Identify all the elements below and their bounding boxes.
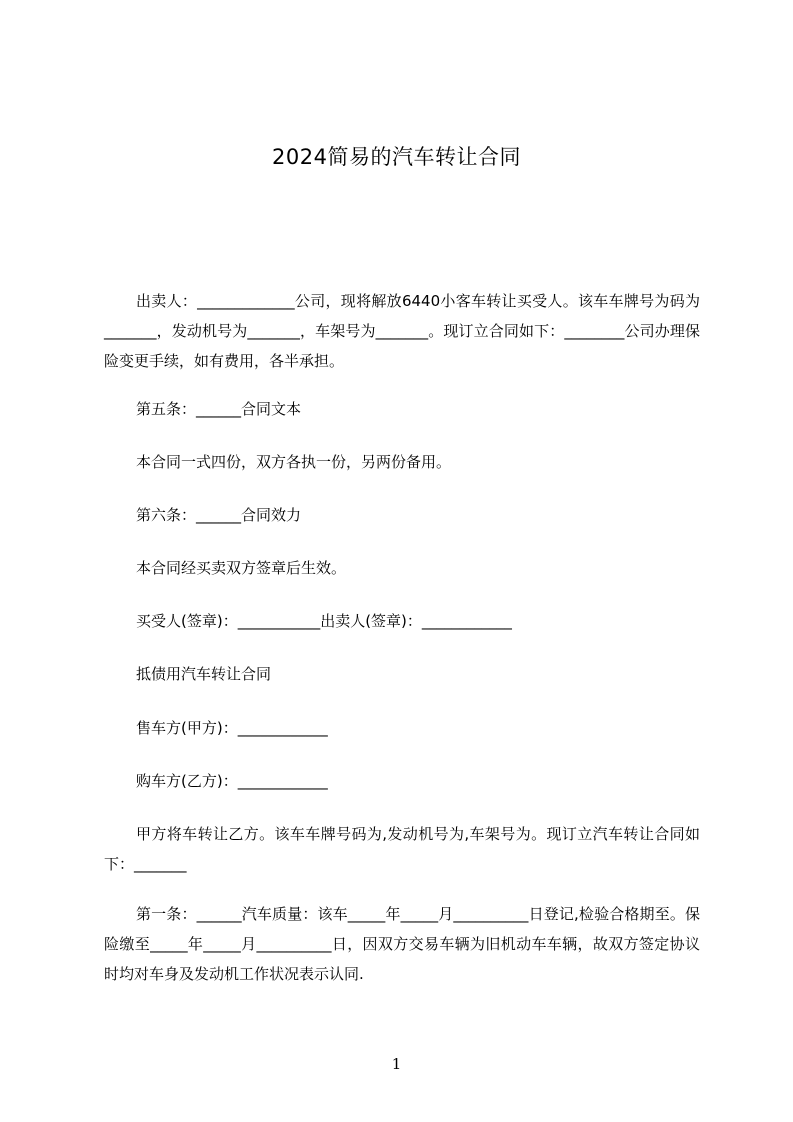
article-6-text: 本合同经买卖双方签章后生效。 — [136, 559, 347, 577]
buyer-party-line: 购车方(乙方)：____________ — [136, 772, 328, 790]
document-title: 2024简易的汽车转让合同 — [272, 145, 521, 169]
paragraph-transfer: 甲方将车转让乙方。该车车牌号码为,发动机号为,车架号为。现订立汽车转让合同如下：_______ — [104, 825, 700, 873]
page-number: 1 — [391, 1055, 402, 1073]
article-5-heading: 第五条：______合同文本 — [136, 400, 302, 418]
article-6-heading: 第六条：______合同效力 — [136, 506, 302, 524]
paragraph-seller-intro: 出卖人：_____________公司，现将解放6440小客车转让买受人。该车车牌号为码为_______，发动机号为_______，车架号为_______。现订立合同如下：________公司办理保险变更手续，如有费用，各半承担。 — [104, 292, 700, 370]
paragraph-article-1: 第一条：______汽车质量：该车_____年_____月__________日登记,检验合格期至。保险缴至_____年_____月__________日，因双方交易车辆为旧机动车车辆，故双方签定协议时均对车身及发动机工作状况表示认同. — [104, 905, 700, 983]
contract-subtitle: 抵债用汽车转让合同 — [136, 665, 272, 683]
signature-line: 买受人(签章)：___________出卖人(签章)：____________ — [136, 612, 512, 630]
seller-party-line: 售车方(甲方)：____________ — [136, 719, 328, 737]
article-5-text: 本合同一式四份，双方各执一份，另两份备用。 — [136, 453, 452, 471]
